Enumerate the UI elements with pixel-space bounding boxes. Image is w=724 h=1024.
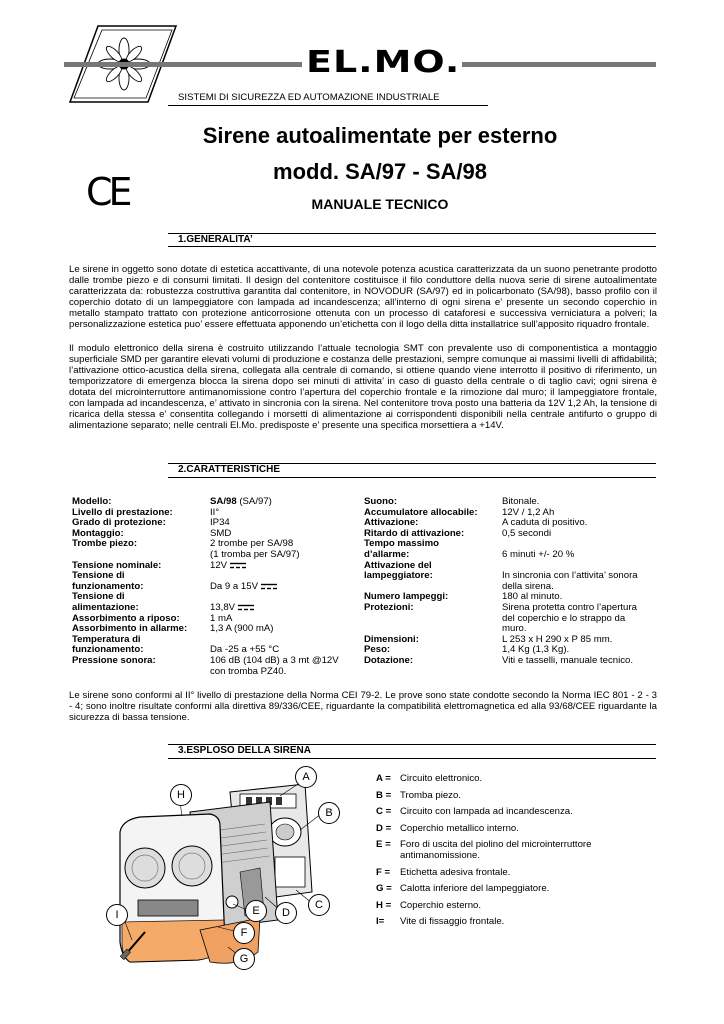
spec-value-text: 106 dB (104 dB) a 3 mt @12V [210, 654, 339, 666]
spec-key: funzionamento: [72, 580, 144, 592]
title-line-2: modd. SA/97 - SA/98 [273, 159, 487, 184]
dc-symbol-icon [237, 604, 255, 611]
spec-value-text: muro. [502, 623, 527, 635]
spec-key: Tensione di [72, 591, 125, 603]
spec-value-text: (1 tromba per SA/97) [210, 548, 300, 560]
spec-value-text: con tromba PZ40. [210, 665, 287, 677]
legend-key: A = [376, 773, 391, 784]
spec-key: Peso: [364, 644, 391, 656]
spec-key [364, 614, 502, 625]
section-title-2: 2.CARATTERISTICHE [178, 464, 281, 475]
spec-value [210, 582, 278, 593]
spec-value [502, 529, 551, 540]
legend-item [376, 807, 650, 818]
spec-value-text: 1,4 Kg (1,3 Kg). [502, 644, 570, 656]
exploded-diagram [100, 762, 360, 1002]
section-title-3: 3.ESPLOSO DELLA SIRENA [178, 745, 311, 756]
spec-value [502, 550, 574, 561]
dc-symbol-icon [260, 583, 278, 590]
header-rule-right [462, 62, 656, 67]
spec-key: Suono: [364, 496, 398, 507]
spec-key: Livello di prestazione: [72, 506, 173, 518]
spec-value [210, 561, 247, 572]
spec-key [72, 667, 210, 678]
brand-logo: EL.MO. [306, 44, 461, 80]
title-line-1: Sirene autoalimentate per esterno [202, 123, 558, 148]
spec-value-text: 0,5 secondi [502, 527, 552, 539]
spec-value-text: 13,8V [210, 601, 236, 613]
spec-value-text: del coperchio e lo strappo da [502, 612, 626, 624]
legend-key: G = [376, 883, 392, 895]
legend-value: Etichetta adesiva frontale. [400, 866, 511, 878]
spec-row [72, 667, 362, 678]
callout-d: D [275, 902, 297, 924]
legend-item [376, 774, 650, 785]
legend-item [376, 791, 650, 802]
section-rule [168, 477, 656, 478]
legend-key: C = [376, 806, 392, 818]
page-title [100, 118, 660, 190]
spec-key: alimentazione: [72, 601, 139, 613]
spec-value [502, 656, 633, 667]
spec-table-left [72, 497, 362, 677]
spec-key: Trombe piezo: [72, 538, 138, 550]
header-subtitle: SISTEMI DI SICUREZZA ED AUTOMAZIONE INDUSTRIALE [178, 92, 440, 103]
legend-key: E = [376, 839, 391, 851]
spec-key: Tempo massimo [364, 538, 439, 550]
legend-key: H = [376, 899, 392, 911]
spec-key: funzionamento: [72, 644, 144, 656]
spec-key: Modello: [72, 496, 112, 507]
spec-value-text: A caduta di positivo. [502, 517, 588, 529]
spec-value-text: 6 minuti +/- 20 % [502, 548, 575, 560]
spec-value-text: IP34 [210, 517, 230, 529]
paragraph-1: Le sirene in oggetto sono dotate di estetica accattivante, di una notevole potenza acustica caratterizzata da un suono penetrante prodotto dalle trombe piezo e di consumi limitati. Il design del contenitore costituisce il filo conduttore della nuova serie di sirene autoalimentate caratterizzata da: robustezza costruttiva garantita dal contenitore, in NOVODUR (SA/97) ed in policarbonato (SA/98), basso profilo con il coperchio dotato di un lampeggiatore con lampada ad incandescenza; all’interno di ogni sirena e’ presente un secondo coperchio in metallo stampato trattato con protezione anticorrosione ottenuta con un processo di cataforesi e successiva verniciatura a polveri; la personalizzazione estetica puo’ essere effettuata apponendo un’etichetta con il logo della ditta installatrice sull’apposito riquadro frontale. [69, 264, 657, 330]
spec-value-text: Da -25 a +55 °C [210, 644, 280, 656]
legend-value: Coperchio metallico interno. [400, 822, 519, 834]
spec-table-right [364, 497, 664, 667]
legend-value: Coperchio esterno. [400, 899, 482, 911]
callout-i: I [106, 904, 128, 926]
diagram-legend [376, 774, 650, 934]
spec-key: Tensione di [72, 570, 125, 582]
callout-e: E [245, 900, 267, 922]
compliance-note: Le sirene sono conformi al II° livello di prestazione della Norma CEI 79-2. Le prove sono state condotte secondo la Norma IEC 801 - 2 - 3 - 4; sono inoltre risultate conformi alla direttiva 89/336/CEE, riguardante la compatibilità elettromagnetica ed alla 93/68/CEE riguardante la sicurezza di bassa tensione. [69, 690, 657, 723]
spec-key: Ritardo di attivazione: [364, 527, 465, 539]
spec-value-text: 180 al minuto. [502, 591, 563, 603]
spec-key: Dotazione: [364, 654, 414, 666]
spec-value-text: SMD [210, 527, 232, 539]
legend-item [376, 840, 650, 861]
ce-mark: CE [86, 170, 129, 214]
callout-b: B [318, 802, 340, 824]
legend-value: Vite di fissaggio frontale. [400, 916, 505, 928]
spec-value [210, 497, 272, 508]
spec-value-text: Sirena protetta contro l’apertura [502, 601, 637, 613]
spec-value-text: In sincronia con l’attivita’ sonora [502, 570, 638, 582]
legend-value: Foro di uscita del piolino del microinterruttore antimanomissione. [400, 839, 592, 861]
legend-item [376, 917, 650, 928]
spec-value-text: della sirena. [502, 580, 554, 592]
callout-g: G [233, 948, 255, 970]
spec-value-text: 12V / 1,2 Ah [502, 506, 555, 518]
paragraph-2: Il modulo elettronico della sirena è costruito utilizzando l’attuale tecnologia SMT con prevalente uso di componentistica a montaggio superficiale SMD per garantire elevati volumi di produzione e costanza delle prestazioni, sempre comunque ai massimi livelli di affidabilità; l’attivazione ottico-acustica della sirena, collegata alla centrale di comando, si ottiene quando viene interrotto il positivo di riferimento, un temporizzatore di emergenza blocca la sirena dopo sei minuti di attivita’ in caso di guasto della centrale o di taglio cavi; ogni sirena è dotata del microinterruttore antimanomissione contro l’apertura del coperchio frontale e la rimozione dal muro; il lampeggiatore frontale, con lampada ad incandescenza, e’ attivato in sincronia con la sirena. Nel contenitore trova posto una batteria da 12V 1,2 Ah, la tensione di ricarica della stessa e’ consentita collegando i morsetti di alimentazione ai corrispondenti disponibili nella centrale antifurto o gruppo di alimentazione separato; nelle centrali El.Mo. predisposte e’ presente una specifica morsettiera a +14V. [69, 343, 657, 431]
legend-item [376, 884, 650, 895]
spec-key: Attivazione del [364, 559, 432, 571]
spec-key: Accumulatore allocabile: [364, 506, 478, 518]
spec-key: d’allarme: [364, 548, 410, 560]
doc-type: MANUALE TECNICO [311, 196, 449, 212]
spec-value-text: II° [210, 506, 220, 518]
legend-key: I= [376, 916, 385, 928]
spec-value-text: 1 mA [210, 612, 233, 624]
spec-key: Pressione sonora: [72, 654, 156, 666]
spec-row [364, 656, 664, 667]
spec-key: Protezioni: [364, 601, 414, 613]
spec-value-text: Viti e tasselli, manuale tecnico. [502, 654, 634, 666]
spec-value-text: 12V [210, 559, 228, 571]
section-rule [168, 758, 656, 759]
spec-value-text: Bitonale. [502, 496, 540, 507]
spec-key [72, 550, 210, 561]
spec-value-text: L 253 x H 290 x P 85 mm. [502, 633, 613, 645]
spec-value [210, 667, 286, 678]
spec-value-text: 1,3 A (900 mA) [210, 623, 274, 635]
legend-value: Circuito con lampada ad incandescenza. [400, 806, 573, 818]
spec-key: Montaggio: [72, 527, 124, 539]
dc-symbol-icon [229, 562, 247, 569]
legend-item [376, 824, 650, 835]
spec-key: Numero lampeggi: [364, 591, 449, 603]
callout-f: F [233, 922, 255, 944]
spec-value-bold: SA/98 [210, 496, 237, 507]
section-title-1: 1.GENERALITA’ [178, 234, 253, 245]
spec-key: Assorbimento a riposo: [72, 612, 180, 624]
legend-key: F = [376, 866, 391, 878]
spec-key: Tensione nominale: [72, 559, 162, 571]
spec-key: lampeggiatore: [364, 570, 433, 582]
spec-value [210, 624, 273, 635]
callout-a: A [295, 766, 317, 788]
header-rule [64, 62, 302, 67]
spec-key: Assorbimento in allarme: [72, 623, 188, 635]
legend-item [376, 868, 650, 879]
spec-key: Temperatura di [72, 633, 141, 645]
legend-item [376, 901, 650, 912]
legend-value: Circuito elettronico. [400, 773, 483, 784]
legend-key: D = [376, 822, 392, 834]
callout-h: H [170, 784, 192, 806]
callout-c: C [308, 894, 330, 916]
legend-value: Tromba piezo. [400, 789, 461, 801]
spec-key: Dimensioni: [364, 633, 419, 645]
header-underline [168, 105, 488, 106]
spec-value-text: 2 trombe per SA/98 [210, 538, 294, 550]
section-rule [168, 246, 656, 247]
legend-key: B = [376, 789, 392, 801]
spec-value-text: (SA/97) [236, 496, 272, 507]
spec-row [364, 550, 664, 561]
legend-value: Calotta inferiore del lampeggiatore. [400, 883, 550, 895]
spec-value-text: Da 9 a 15V [210, 580, 259, 592]
spec-key: Grado di protezione: [72, 517, 166, 529]
spec-key: Attivazione: [364, 517, 419, 529]
